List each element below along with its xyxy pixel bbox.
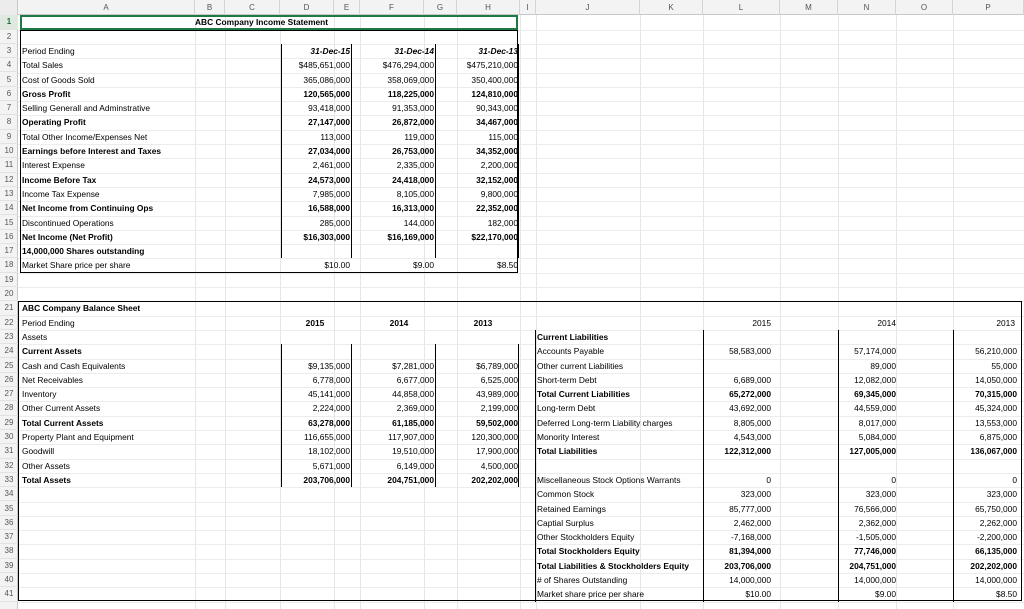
row-header-1[interactable]: 1: [0, 15, 18, 29]
column-border: [351, 344, 352, 487]
row-header-41[interactable]: 41: [0, 587, 18, 601]
liabilities-value[interactable]: 89,000: [870, 360, 896, 371]
column-header-C[interactable]: C: [225, 0, 280, 15]
income-value[interactable]: 285,000: [319, 217, 350, 228]
liabilities-value[interactable]: 14,050,000: [975, 374, 1017, 385]
balance-year-header[interactable]: 2014: [389, 317, 409, 328]
income-value[interactable]: 8,105,000: [396, 188, 434, 199]
income-value[interactable]: 26,872,000: [392, 117, 434, 128]
assets-value[interactable]: 116,655,000: [304, 432, 350, 442]
income-value[interactable]: $9.00: [413, 260, 434, 271]
liabilities-value[interactable]: 14,000,000: [854, 575, 896, 585]
income-row-label[interactable]: 14,000,000 Shares outstanding: [22, 246, 145, 257]
income-value[interactable]: $485,651,000: [298, 60, 350, 71]
gridline: [18, 287, 1024, 288]
row-header-33[interactable]: 33: [0, 473, 18, 487]
column-border: [435, 44, 436, 259]
assets-row-label[interactable]: Total Current Assets: [22, 417, 104, 428]
column-border: [518, 344, 519, 487]
column-header-G[interactable]: G: [424, 0, 457, 15]
assets-value[interactable]: 59,502,000: [476, 417, 518, 428]
income-value[interactable]: 91,353,000: [392, 103, 434, 114]
income-value[interactable]: 32,152,000: [476, 174, 518, 185]
assets-value[interactable]: 5,671,000: [312, 460, 350, 471]
row-header-11[interactable]: 11: [0, 158, 18, 172]
row-header-10[interactable]: 10: [0, 144, 18, 158]
assets-value[interactable]: 45,141,000: [308, 389, 350, 400]
assets-value[interactable]: 2,369,000: [396, 403, 434, 414]
income-value[interactable]: 115,000: [488, 131, 518, 142]
column-border: [518, 44, 519, 259]
column-header-P[interactable]: P: [953, 0, 1024, 15]
assets-row-label[interactable]: Goodwill: [22, 446, 55, 457]
balance-sheet-title[interactable]: ABC Company Balance Sheet: [22, 303, 141, 314]
row-header-31[interactable]: 31: [0, 444, 18, 458]
assets-value[interactable]: 4,500,000: [480, 460, 518, 471]
income-value[interactable]: 90,343,000: [476, 103, 518, 114]
row-header-16[interactable]: 16: [0, 230, 18, 244]
liabilities-value[interactable]: -7,168,000: [730, 532, 771, 543]
liabilities-value[interactable]: 69,345,000: [854, 389, 896, 400]
column-header-A[interactable]: A: [18, 0, 195, 15]
income-value[interactable]: 34,352,000: [476, 146, 518, 156]
assets-row-label[interactable]: Net Receivables: [22, 374, 83, 385]
income-value[interactable]: 24,418,000: [392, 174, 434, 185]
assets-value[interactable]: 120,300,000: [471, 432, 518, 442]
liabilities-row-label[interactable]: Monority Interest: [537, 432, 600, 442]
column-header-E[interactable]: E: [334, 0, 360, 15]
income-value[interactable]: 31-Dec-15: [310, 45, 350, 56]
liabilities-value[interactable]: 66,135,000: [975, 546, 1017, 557]
assets-value[interactable]: 6,677,000: [396, 374, 434, 385]
income-value[interactable]: 119,000: [404, 131, 434, 142]
income-value[interactable]: $16,303,000: [303, 231, 350, 242]
liabilities-row-label[interactable]: Long-term Debt: [537, 403, 596, 414]
liabilities-row-label[interactable]: Accounts Payable: [537, 346, 605, 357]
column-border: [351, 44, 352, 259]
row-header-32[interactable]: 32: [0, 459, 18, 473]
liabilities-value[interactable]: 202,202,000: [970, 560, 1017, 571]
income-value[interactable]: $10.00: [324, 260, 350, 271]
row-header-17[interactable]: 17: [0, 244, 18, 258]
liabilities-row-label[interactable]: Total Current Liabilities: [537, 389, 630, 400]
row-header-8[interactable]: 8: [0, 115, 18, 129]
assets-value[interactable]: 63,278,000: [308, 417, 350, 428]
row-header-34[interactable]: 34: [0, 487, 18, 501]
liabilities-value[interactable]: 65,272,000: [729, 389, 771, 400]
income-value[interactable]: 27,147,000: [308, 117, 350, 128]
income-value[interactable]: 144,000: [403, 217, 434, 228]
income-value[interactable]: 358,069,000: [387, 74, 434, 85]
income-value[interactable]: 34,467,000: [476, 117, 518, 128]
liabilities-row-label[interactable]: Total Stockholders Equity: [537, 546, 640, 557]
income-value[interactable]: 2,200,000: [480, 160, 518, 171]
assets-value[interactable]: 6,525,000: [480, 374, 518, 385]
liabilities-value[interactable]: 323,000: [986, 489, 1017, 500]
row-header-21[interactable]: 21: [0, 301, 18, 315]
column-header-M[interactable]: M: [780, 0, 838, 15]
row-header-19[interactable]: 19: [0, 273, 18, 287]
income-row-label[interactable]: Cost of Goods Sold: [22, 74, 95, 85]
liabilities-value[interactable]: 2,462,000: [733, 517, 771, 528]
income-row-label[interactable]: Market Share price per share: [22, 260, 131, 271]
liabilities-row-label[interactable]: Retained Earnings: [537, 503, 606, 514]
income-value[interactable]: 118,225,000: [387, 88, 434, 99]
income-value[interactable]: 365,086,000: [303, 74, 350, 85]
liabilities-value[interactable]: 2,262,000: [979, 517, 1017, 528]
liabilities-year-header[interactable]: 2013: [996, 317, 1015, 328]
row-header-30[interactable]: 30: [0, 430, 18, 444]
liabilities-value[interactable]: 0: [766, 474, 771, 485]
row-header-12[interactable]: 12: [0, 173, 18, 187]
liabilities-value[interactable]: 5,084,000: [858, 432, 896, 442]
assets-row-label[interactable]: Total Assets: [22, 474, 71, 485]
row-header-5[interactable]: 5: [0, 73, 18, 87]
income-value[interactable]: 26,753,000: [392, 146, 434, 156]
liabilities-value[interactable]: 323,000: [740, 489, 771, 500]
assets-value[interactable]: 2,224,000: [312, 403, 350, 414]
income-value[interactable]: 2,461,000: [312, 160, 350, 171]
select-all-corner[interactable]: [0, 0, 18, 15]
column-header-K[interactable]: K: [640, 0, 703, 15]
income-value[interactable]: 16,588,000: [308, 203, 350, 214]
income-row-label[interactable]: Net Income from Continuing Ops: [22, 203, 154, 214]
row-header-26[interactable]: 26: [0, 373, 18, 387]
liabilities-value[interactable]: 57,174,000: [854, 346, 896, 357]
liabilities-year-header[interactable]: 2014: [877, 317, 896, 328]
liabilities-value[interactable]: 55,000: [991, 360, 1017, 371]
income-row-label[interactable]: Total Sales: [22, 60, 63, 71]
income-row-label[interactable]: Gross Profit: [22, 88, 71, 99]
liabilities-value[interactable]: 85,777,000: [729, 503, 771, 514]
liabilities-value[interactable]: 77,746,000: [854, 546, 896, 557]
liabilities-value[interactable]: -1,505,000: [855, 532, 896, 543]
row-header-13[interactable]: 13: [0, 187, 18, 201]
row-header-27[interactable]: 27: [0, 387, 18, 401]
liabilities-value[interactable]: 4,543,000: [733, 432, 771, 442]
income-value[interactable]: $8.50: [497, 260, 518, 271]
income-row-label[interactable]: Earnings before Interest and Taxes: [22, 146, 162, 156]
income-value[interactable]: 31-Dec-13: [478, 45, 518, 56]
liabilities-value[interactable]: 8,017,000: [858, 417, 896, 428]
liabilities-value[interactable]: 2,362,000: [858, 517, 896, 528]
column-header-B[interactable]: B: [195, 0, 225, 15]
liabilities-value[interactable]: 136,067,000: [970, 446, 1017, 457]
liabilities-value[interactable]: 65,750,000: [975, 503, 1017, 514]
liabilities-row-label[interactable]: Short-term Debt: [537, 374, 597, 385]
liabilities-value[interactable]: 6,875,000: [979, 432, 1017, 442]
liabilities-row-label[interactable]: # of Shares Outstanding: [537, 575, 628, 585]
liabilities-value[interactable]: 323,000: [865, 489, 896, 500]
liabilities-value[interactable]: 0: [891, 474, 896, 485]
assets-value[interactable]: 203,706,000: [303, 474, 350, 485]
liabilities-value[interactable]: -2,200,000: [976, 532, 1017, 543]
liabilities-value[interactable]: 8,805,000: [733, 417, 771, 428]
liabilities-value[interactable]: 76,566,000: [854, 503, 896, 514]
row-header-3[interactable]: 3: [0, 44, 18, 58]
liabilities-value[interactable]: 44,559,000: [854, 403, 896, 414]
assets-row-label[interactable]: Other Current Assets: [22, 403, 101, 414]
assets-value[interactable]: 117,907,000: [388, 432, 434, 442]
row-header-15[interactable]: 15: [0, 216, 18, 230]
balance-year-header[interactable]: 2013: [473, 317, 493, 328]
income-row-label[interactable]: Discontinued Operations: [22, 217, 114, 228]
liabilities-value[interactable]: 13,553,000: [975, 417, 1017, 428]
income-value[interactable]: 24,573,000: [308, 174, 350, 185]
row-header-7[interactable]: 7: [0, 101, 18, 115]
assets-row-label[interactable]: Cash and Cash Equivalents: [22, 360, 126, 371]
assets-value[interactable]: 6,778,000: [312, 374, 350, 385]
liabilities-value[interactable]: 122,312,000: [724, 446, 771, 457]
income-value[interactable]: $16,169,000: [387, 231, 434, 242]
income-value[interactable]: 31-Dec-14: [394, 45, 434, 56]
income-row-label[interactable]: Period Ending: [22, 45, 75, 56]
row-header-40[interactable]: 40: [0, 573, 18, 587]
row-header-23[interactable]: 23: [0, 330, 18, 344]
assets-value[interactable]: 2,199,000: [480, 403, 518, 414]
column-header-L[interactable]: L: [703, 0, 780, 15]
row-header-22[interactable]: 22: [0, 316, 18, 330]
assets-value[interactable]: 18,102,000: [308, 446, 350, 457]
income-row-label[interactable]: Selling Generall and Adminstrative: [22, 103, 151, 114]
row-header-14[interactable]: 14: [0, 201, 18, 215]
column-border: [838, 330, 839, 602]
row-header-36[interactable]: 36: [0, 516, 18, 530]
liabilities-value[interactable]: 127,005,000: [849, 446, 896, 457]
income-row-label[interactable]: Income Tax Expense: [22, 188, 100, 199]
liabilities-row-label[interactable]: Common Stock: [537, 489, 595, 500]
income-value[interactable]: 22,352,000: [476, 203, 518, 214]
liabilities-value[interactable]: 43,692,000: [729, 403, 771, 414]
liabilities-row-label[interactable]: Deferred Long-term Liability charges: [537, 417, 673, 428]
column-header-F[interactable]: F: [360, 0, 424, 15]
income-value[interactable]: 113,000: [320, 131, 350, 142]
income-value[interactable]: 350,400,000: [471, 74, 518, 85]
column-header-D[interactable]: D: [280, 0, 334, 15]
assets-value[interactable]: 44,858,000: [392, 389, 434, 400]
assets-value[interactable]: 43,989,000: [476, 389, 518, 400]
column-border: [435, 344, 436, 487]
income-row-label[interactable]: Total Other Income/Expenses Net: [22, 131, 148, 142]
gridline: [18, 273, 1024, 274]
assets-value[interactable]: 202,202,000: [471, 474, 518, 485]
income-row-label[interactable]: Net Income (Net Profit): [22, 231, 113, 242]
income-value[interactable]: 16,313,000: [392, 203, 434, 214]
column-header-I[interactable]: I: [520, 0, 536, 15]
row-header-37[interactable]: 37: [0, 530, 18, 544]
liabilities-year-header[interactable]: 2015: [752, 317, 771, 328]
assets-value[interactable]: 19,510,000: [392, 446, 434, 457]
liabilities-value[interactable]: 203,706,000: [724, 560, 771, 571]
liabilities-value[interactable]: $10.00: [745, 589, 771, 600]
liabilities-value[interactable]: 0: [1012, 474, 1017, 485]
income-value[interactable]: 124,810,000: [471, 88, 518, 99]
liabilities-value[interactable]: 12,082,000: [854, 374, 896, 385]
income-value[interactable]: 182,000: [487, 217, 518, 228]
liabilities-row-label[interactable]: Current Liabilities: [537, 331, 609, 342]
assets-value[interactable]: 204,751,000: [387, 474, 434, 485]
assets-row-label[interactable]: Current Assets: [22, 346, 82, 357]
column-header-N[interactable]: N: [838, 0, 896, 15]
liabilities-row-label[interactable]: Total Liabilities & Stockholders Equity: [537, 560, 690, 571]
row-header-28[interactable]: 28: [0, 401, 18, 415]
liabilities-value[interactable]: 204,751,000: [849, 560, 896, 571]
row-header-38[interactable]: 38: [0, 544, 18, 558]
row-header-29[interactable]: 29: [0, 416, 18, 430]
liabilities-row-label[interactable]: Miscellaneous Stock Options Warrants: [537, 474, 681, 485]
balance-period-label[interactable]: Period Ending: [22, 317, 75, 328]
income-statement-title[interactable]: ABC Company Income Statement: [195, 17, 329, 28]
gridline: [18, 602, 1024, 603]
row-header-4[interactable]: 4: [0, 58, 18, 72]
income-row-label[interactable]: Income Before Tax: [22, 174, 97, 185]
column-border: [281, 344, 282, 487]
row-header-2[interactable]: 2: [0, 30, 18, 44]
liabilities-row-label[interactable]: Market share price per share: [537, 589, 645, 600]
assets-value[interactable]: 17,900,000: [476, 446, 518, 457]
liabilities-row-label[interactable]: Captial Surplus: [537, 517, 594, 528]
assets-row-label[interactable]: Inventory: [22, 389, 57, 400]
liabilities-value[interactable]: 70,315,000: [975, 389, 1017, 400]
row-header-20[interactable]: 20: [0, 287, 18, 301]
assets-value[interactable]: 6,149,000: [396, 460, 434, 471]
row-header-35[interactable]: 35: [0, 502, 18, 516]
assets-value[interactable]: $6,789,000: [476, 360, 518, 371]
liabilities-value[interactable]: 6,689,000: [733, 374, 771, 385]
row-header-24[interactable]: 24: [0, 344, 18, 358]
assets-value[interactable]: $7,281,000: [392, 360, 434, 371]
income-value[interactable]: 2,335,000: [396, 160, 434, 171]
income-row-label[interactable]: Operating Profit: [22, 117, 86, 128]
balance-year-header[interactable]: 2015: [305, 317, 325, 328]
column-border: [703, 330, 704, 602]
liabilities-value[interactable]: 58,583,000: [729, 346, 771, 357]
liabilities-value[interactable]: $8.50: [996, 589, 1017, 600]
column-header-H[interactable]: H: [457, 0, 520, 15]
income-value[interactable]: $475,210,000: [466, 60, 518, 71]
row-header-9[interactable]: 9: [0, 130, 18, 144]
column-border: [535, 330, 536, 602]
assets-row-label[interactable]: Other Assets: [22, 460, 70, 471]
liabilities-row-label[interactable]: Total Liabilities: [537, 446, 598, 457]
assets-value[interactable]: 61,185,000: [392, 417, 434, 428]
liabilities-row-label[interactable]: Other current Liabilities: [537, 360, 624, 371]
assets-value[interactable]: $9,135,000: [308, 360, 350, 371]
column-border: [953, 330, 954, 602]
liabilities-row-label[interactable]: Other Stockholders Equity: [537, 532, 635, 543]
liabilities-value[interactable]: 14,000,000: [975, 575, 1017, 585]
assets-row-label[interactable]: Property Plant and Equipment: [22, 432, 134, 442]
column-header-O[interactable]: O: [896, 0, 953, 15]
income-value[interactable]: 7,985,000: [312, 188, 350, 199]
row-header-6[interactable]: 6: [0, 87, 18, 101]
liabilities-value[interactable]: 56,210,000: [975, 346, 1017, 357]
column-header-J[interactable]: J: [536, 0, 640, 15]
income-value[interactable]: 9,800,000: [480, 188, 518, 199]
assets-label[interactable]: Assets: [22, 331, 48, 342]
row-header-25[interactable]: 25: [0, 359, 18, 373]
row-header-18[interactable]: 18: [0, 258, 18, 272]
liabilities-value[interactable]: 14,000,000: [729, 575, 771, 585]
income-value[interactable]: 93,418,000: [308, 103, 350, 114]
income-value[interactable]: $476,294,000: [382, 60, 434, 71]
row-header-39[interactable]: 39: [0, 559, 18, 573]
income-value[interactable]: 27,034,000: [308, 146, 350, 156]
liabilities-value[interactable]: $9.00: [875, 589, 896, 600]
income-row-label[interactable]: Interest Expense: [22, 160, 85, 171]
column-border: [281, 44, 282, 259]
income-value[interactable]: $22,170,000: [471, 231, 518, 242]
liabilities-value[interactable]: 81,394,000: [729, 546, 771, 557]
liabilities-value[interactable]: 45,324,000: [975, 403, 1017, 414]
income-value[interactable]: 120,565,000: [303, 88, 350, 99]
